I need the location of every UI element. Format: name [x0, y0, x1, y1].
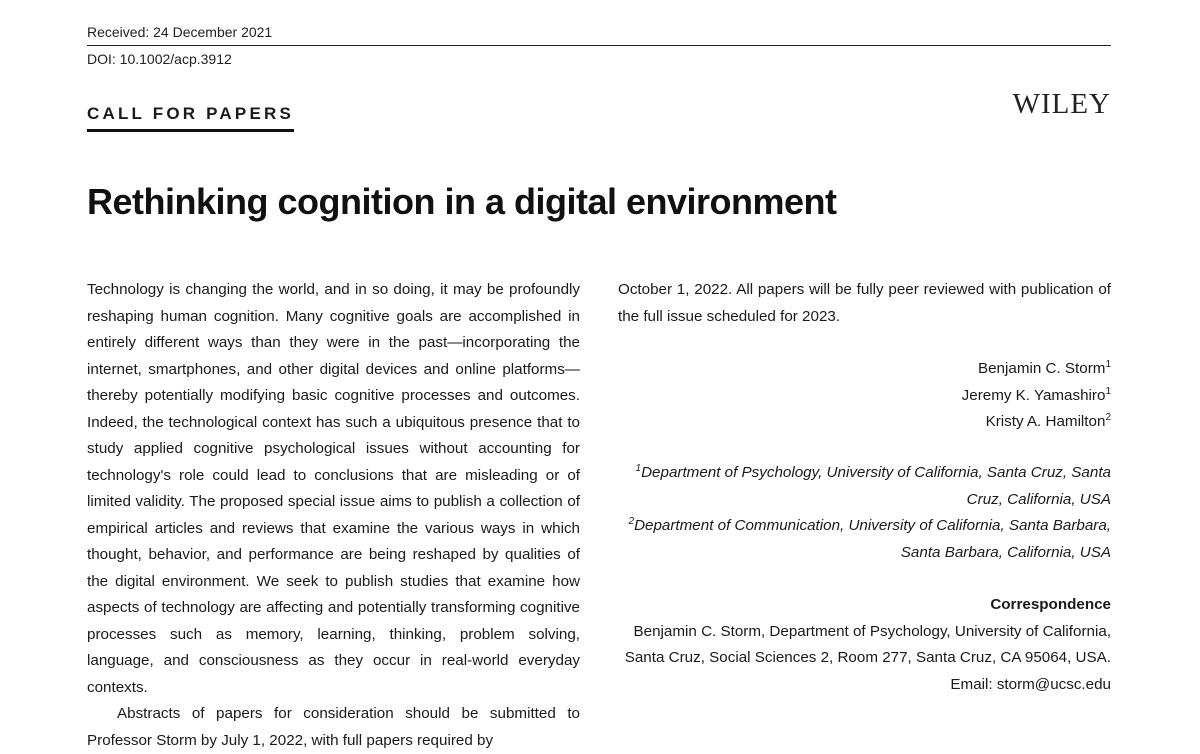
publisher-logo[interactable]: WILEY — [1012, 88, 1111, 120]
header-rule — [87, 45, 1111, 46]
body-left-column — [87, 277, 580, 754]
body-paragraph-2: Abstracts of papers for consideration should be submitted to Professor Storm by July 1, 2022, with full papers required by — [87, 705, 580, 749]
affiliation-list — [618, 460, 1111, 566]
author[interactable]: Benjamin C. Storm$^1$ — [977, 359, 1111, 377]
correspondence-email[interactable]: Email: storm@ucsc.edu — [950, 675, 1111, 693]
article-title: Rethinking cognition in a digital environment — [87, 181, 837, 222]
affiliation: $^1$Department of Psychology, University of California, Santa Cruz, Santa Cruz, California, USA — [635, 463, 1111, 508]
doi[interactable]: DOI: 10.1002/acp.3912 — [87, 51, 232, 67]
author[interactable]: Kristy A. Hamilton$^2$ — [985, 412, 1111, 430]
affiliation: $^2$Department of Communication, University of California, Santa Barbara, Santa Barbara, California, USA — [628, 516, 1111, 561]
correspondence-heading: Correspondence — [990, 596, 1111, 613]
section-label: CALL FOR PAPERS — [87, 104, 294, 132]
correspondence-address: Benjamin C. Storm, Department of Psychology, University of California, Santa Cruz, Social Sciences 2, Room 277, Santa Cruz, CA 95064, USA. — [624, 622, 1111, 666]
received-date: Received: 24 December 2021 — [87, 24, 273, 40]
body-paragraph-2-continued: October 1, 2022. All papers will be fully peer reviewed with publication of the full issue scheduled for 2023. — [618, 281, 1111, 325]
correspondence-block — [618, 592, 1111, 698]
body-right-column — [618, 277, 1111, 330]
author-list — [618, 356, 1111, 436]
body-paragraph-1: Technology is changing the world, and in so doing, it may be profoundly reshaping human cognition. Many cognitive goals are accomplished in entirely different ways than they were in the past—incorporating the internet, smartphones, and other digital devices and online platforms—thereby potentially modifying basic cognitive processes and outcomes. Indeed, the technological context has such a ubiquitous presence that to study applied cognitive psychological issues without accounting for technology's role could lead to conclusions that are misleading or of limited validity. The proposed special issue aims to publish a collection of empirical articles and reviews that examine the various ways in which thought, behavior, and performance are being reshaped by qualities of the digital environment. We seek to publish studies that examine how aspects of technology are affecting and potentially transforming cognitive processes such as memory, learning, thinking, problem solving, language, and consciousness as they occur in real-world everyday contexts. — [87, 281, 580, 696]
author[interactable]: Jeremy K. Yamashiro$^1$ — [961, 385, 1111, 404]
